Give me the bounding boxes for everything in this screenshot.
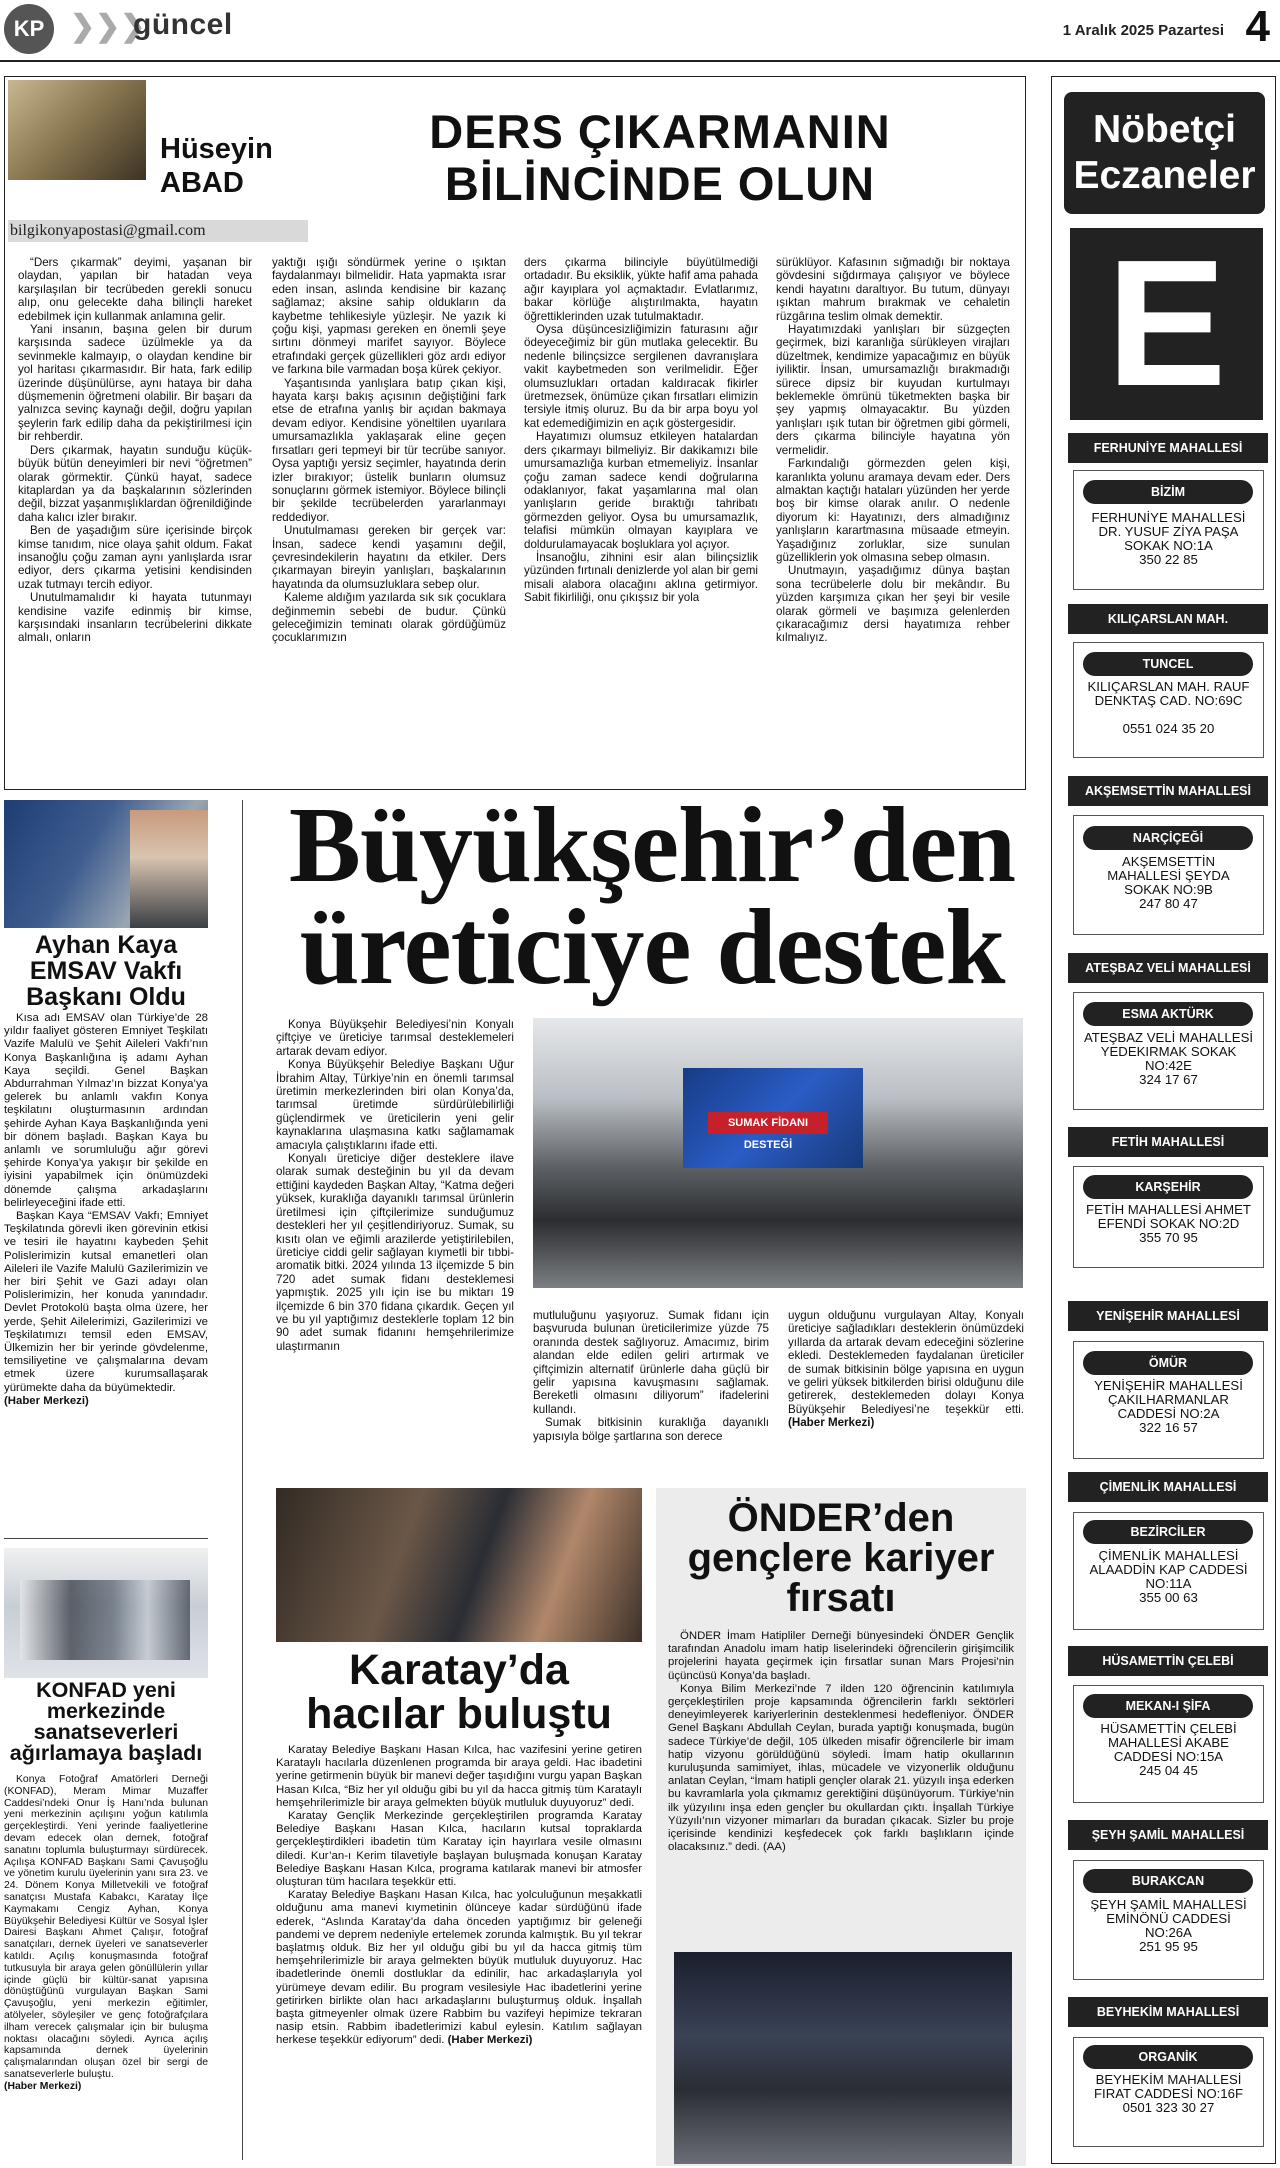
story-paragraph: ÖNDER İmam Hatipliler Derneği bünyesindeki ÖNDER Gençlik tarafından Anadolu imam hatip liselerindeki öğrencilerin girişimcilik projelerini hayata geçirmek için fırsatlar sunan Mars Projesi’nin üçüncüsü Konya’da başladı. — [668, 1630, 1014, 1682]
pharmacy-area: KILIÇARSLAN MAH. — [1068, 604, 1268, 634]
pharmacy-name: NARÇİÇEĞİ — [1083, 826, 1253, 850]
column-paragraph: yaktığı ışığı söndürmek yerine o ışıktan faydalanmayı bilmelidir. Hata yapmakta ısrar eden insan, aslında kendisine bir kazanç sağlamaz; aksine sahip oldukların da kaybetme tehlikesiyle yüzleşir. Ne yazık ki çoğu kişi, yapması gereken en önemli şeye sırtını dönmeyi marifet sayıyor. Böylece etrafındaki gerçek güzellikleri göz ardı ediyor ve farkına bile varmadan boşa kürek çekiyor. — [272, 256, 506, 377]
column-paragraph: Hayatımızı olumsuz etkileyen hatalardan ders çıkarmayı bilmeliyiz. Bir dakikamızı bile umursamazlığa kurban etmemeliyiz. İnsanlar çoğu zaman sadece kendi doğrularına odaklanıyor, fakat yaşamlarına mal olan yanlışların geride bıraktığı tahribatı görmezden geliyor. Oysa bu umursamazlık, telafisi mümkün olmayan kayıplara ve doldurulamayacak boşluklara yol açıyor. — [524, 430, 758, 551]
page-number: 4 — [1245, 2, 1270, 51]
sumak-banner-label: SUMAK FİDANI DESTEĞİ — [708, 1112, 828, 1134]
pharmacy-phone: 251 95 95 — [1139, 1939, 1198, 1954]
pharmacy-address-line: ATEŞBAZ VELİ MAHALLESİ — [1083, 1030, 1254, 1045]
story-paragraph: Konya Bilim Merkezi’nde 7 ilden 120 öğrencinin katılımıyla gerçekleştirilen proje kapsamında öğrencilerin farklı sektörleri deneyimleyerek kariyerlerinin desteklenmesi hedefleniyor. ÖNDER Genel Başkanı Abdullah Ceylan, burada yaptığı konuşmada, bugün sadece Türkiye’de değil, 105 ülkeden misafir öğrencilerle bir imam hatip vizyonu görüldüğünü söyledi. İmam hatip okullarının kuruluşunda samimiyet, ihlas, mücadele ve vizyonerlik olduğunu anlatan Ceylan, “İmam hatipli gençler olarak 21. yüzyılı inşa ederken bu kavramlarla yola çıkmamız gerektiğini düşünüyorum. Türkiye’nin ilk yüzyılını inşa eden gençler bu okullardan çıktı. İnşallah Türkiye Yüzyılı’nın vizyoner mimarları da buradan çıkacak. Sizler bu proje içerisinde kendinizi keşfedecek çok farklı başlıkların içinde olacaksınız.” dedi. (AA) — [668, 1682, 1014, 1854]
ayhan-kaya-headline: Ayhan Kaya EMSAV Vakfı Başkanı Oldu — [26, 931, 186, 1011]
pharmacy-phone: 355 00 63 — [1139, 1590, 1198, 1605]
pharmacy-area: FERHUNİYE MAHALLESİ — [1068, 433, 1268, 463]
main-text-col2 — [533, 1309, 769, 1443]
pharmacy-address-line: ŞEYH ŞAMİL MAHALLESİ — [1090, 1897, 1247, 1912]
column-paragraph: Oysa düşüncesizliğimizin faturasını ağır ödeyeceğimiz bir gün mutlaka gelecektir. Bu nedenle bilinçsizce sergilenen davranışlara vakit kaybetmeden son verilmelidir. Eğer olumsuzlukları ortadan kaldıracak fikirler üretmezsek, önümüze çıkan fırsatları elimizin tersiyle itmiş oluruz. Bu da bir arpa boyu yol kat edemediğimizin en açık göstergesidir. — [524, 323, 758, 430]
column-paragraph: Unutmayın, yaşadığımız dünya baştan sona tecrübelerle dolu bir mekândır. Bu yüzden karşımıza çıkan her şeyi bir vesile olarak görmeli ve başımıza gelenlerden çıkaracağımız dersi hayatımıza rehber kılmalıyız. — [776, 564, 1010, 645]
pharmacy-address-line: CADDESİ NO:15A — [1113, 1749, 1224, 1764]
pharmacy-phone: 0551 024 35 20 — [1122, 721, 1215, 736]
pharmacy-address-line: SOKAK NO:1A — [1124, 538, 1213, 553]
column-paragraph: “Ders çıkarmak” deyimi, yaşanan bir olaydan, yapılan bir hatadan veya karşılaşılan bir tecrübeden gerekli sonucu alıp, onu gelecekte daha bilinçli hareket edebilmek için kullanmak anlamına gelir. — [18, 256, 252, 323]
story-paragraph: Konya Büyükşehir Belediyesi’nin Konyalı çiftçiye ve üreticiye tarımsal desteklemeleri artarak devam ediyor. — [276, 1018, 514, 1058]
column-paragraph: Ders çıkarmak, hayatın sunduğu küçük-büyük bütün deneyimleri bir nevi “öğretmen” olarak görmektir. Çünkü hayat, sadece kitaplardan ya da başkalarının sözlerinden değil, bizzat yaşanmışlıklardan öğrenildiğinde daha kalıcı izler bırakır. — [18, 443, 252, 524]
story-paragraph: Konya Büyükşehir Belediye Başkanı Uğur İbrahim Altay, Türkiye’nin en önemli tarımsal üretimin merkezlerinden biri olan Konya’da, tarımsal üretimde sürdürülebilirliği güçlendirmek ve üreticilerin yeni gelir kaynaklarına ulaşmasına katkı sağlamamak amacıyla çalıştıklarını ifade etti. — [276, 1058, 514, 1152]
pharmacy-title-line2: Eczaneler — [1073, 154, 1256, 197]
pharmacy-title-line1: Nöbetçi — [1092, 108, 1236, 151]
pharmacy-address-line: MAHALLESİ AKABE — [1108, 1735, 1229, 1750]
pharmacy-address-line: ALAADDİN KAP CADDESİ — [1089, 1562, 1248, 1577]
konfad-headline: KONFAD yeni merkezinde sanatseverleri ağırlamaya başladı — [9, 1678, 203, 1765]
pharmacy-address — [1076, 511, 1261, 567]
main-headline-line2: üreticiye destek — [299, 888, 1005, 1007]
pharmacy-address-line: MAHALLESİ ŞEYDA — [1107, 868, 1230, 883]
column-paragraph: Yaşantısında yanlışlara batıp çıkan kişi, hayata karşı bakış açısının değiştiğini fark etse de etrafına yanlış bir açıdan bakmaya devam ediyor. Kendisine yöneltilen uyarılara umursamazlıkla yaklaşarak eline geçen fırsatları geri tepmeyi bir tür tecrübe sanıyor. Oysa yaptığı yersiz seçimler, hayatında derin izler bırakıyor; üstelik bunların olumsuz sonuçlarını görmek istemiyor. Böylece bilinçli bir şekilde tecrübelerden yararlanmayı reddediyor. — [272, 376, 506, 524]
story-signature: (Haber Merkezi) — [4, 1394, 89, 1407]
section-name: güncel — [133, 8, 233, 41]
pharmacy-address-line: EFENDİ SOKAK NO:2D — [1097, 1216, 1240, 1231]
column-paragraph: sürüklüyor. Kafasının sığmadığı bir noktaya gövdesini sığdırmaya çalışıyor ve böylece kendi hayatını daraltıyor. Bu tutum, dünyayı ışıktan mahrum bırakmak ve cehaletin rüzgârına teslim olmak demektir. — [776, 256, 1010, 323]
pharmacy-address — [1076, 855, 1261, 911]
column-text-col2 — [272, 256, 506, 645]
pharmacy-address-line: FIRAT CADDESİ NO:16F — [1094, 2086, 1243, 2101]
pharmacy-address-line: HÜSAMETTİN ÇELEBİ — [1100, 1721, 1237, 1736]
story-signature: (Haber Merkezi) — [447, 2034, 533, 2047]
kp-logo: KP — [4, 4, 54, 54]
pharmacy-address — [1076, 1031, 1261, 1087]
pharmacy-address — [1076, 1379, 1261, 1435]
story-paragraph: Başkan Kaya “EMSAV Vakfı; Emniyet Teşkilatında görevli iken görevinin etkisi ve tesiri ile hayatını kaybeden Şehit Polislerimizin kutsal emanetleri olan Aileleri ile Vazife Malulü Gazilerimizin ve her biri Şehit ve Gazi adayı olan Polislerimizin, her konuda yanındadır. Devlet Protokolü başta olma üzere, her yerde, Şehit Ailelerimizi, Gazilerimizi ve Teşkilatımızı temsil eden EMSAV, Ülkemizin her bir yerinde gövdelenme, temsiliyetine ve çalışmalarına devam etmek üzere kurumsallaşarak yürümekte daha da büyümektedir. — [4, 1210, 208, 1394]
konfad-photo-people — [20, 1580, 190, 1660]
column-divider — [242, 800, 243, 2160]
pharmacy-name: KARŞEHİR — [1083, 1175, 1253, 1199]
pharmacy-phone: 245 04 45 — [1139, 1763, 1198, 1778]
column-paragraph: Hayatımızdaki yanlışları bir süzgeçten geçirmek, bizi karanlığa sürükleyen virajları düzeltmek, kendimize yapacağımız en büyük iyiliktir. İnsan, umursamazlığı bırakmadığı sürece dipsiz bir kuyudan kurtulmayı beklemekle ömrünü tüketmekten başka bir şey yapmış olmayacaktır. Bu yüzden yanlışları ışık tutan bir öğretmen gibi görmeli, ders çıkarma bilinciyle hayatına yön vermelidir. — [776, 323, 1010, 457]
pharmacy-address — [1076, 1722, 1261, 1778]
story-paragraph: Kısa adı EMSAV olan Türkiye’de 28 yıldır faaliyet gösteren Emniyet Teşkilatı Vazife Malulü ve Şehit Aileleri Vakfı’nın Konya Başkanlığına iş adamı Ayhan Kaya seçildi. Genel Başkan Abdurrahman Yılmaz’ın bizzat Konya’ya gelerek bu anlamlı vakfın Konya teşkilatını oluşturmasının ardından şehirde Ayhan Kaya Başkanlığında yeni bir dönem başladı. Başkan Kaya bu anlamlı ve sorumluluğu ağır görevi şehirde Konya’ya yakışır bir şekilde en iyisini yapabilmek için önümüzdeki dönemde çalışma arkadaşlarını belirleyeceğini ifade etti. — [4, 1012, 208, 1209]
story-paragraph-text: uygun olduğunu vurgulayan Altay, Konyalı üreticiye sağladıkları desteklerin önümüzdeki yıllarda da artarak devam edeceğini sözlerine ekledi. Desteklemeden faydalanan üreticiler de sumak bitkisinin bölge yapısına en uygun ve geliri yüksek bitkilerden birisi olduğunu dile getirerek, desteklemeden dolayı Konya Büyükşehir Belediyesi’ne teşekkür etti. — [788, 1309, 1024, 1416]
pharmacy-address-line: AKŞEMSETTİN — [1121, 854, 1216, 869]
pharmacy-address — [1076, 1898, 1261, 1954]
column-title — [380, 106, 940, 210]
pharmacy-address — [1076, 2073, 1261, 2115]
divider — [4, 1538, 208, 1539]
karatay-headline: Karatay’da hacılar buluştu — [306, 1646, 612, 1738]
ayhan-kaya-text — [4, 1012, 208, 1408]
pharmacy-address — [1076, 1549, 1261, 1605]
story-paragraph-text: Karatay Belediye Başkanı Hasan Kılca, hac yolculuğunun meşakkatli olduğunu ama manevi kıymetinin ölünceye kadar sürdüğünü ifade ederek, “Aslında Karatay’da daha önceden yaptığımız bir geleneği pandemi ve deprem nedeniyle ertelemek zorunda kalmıştık. Bu yıl tekrar başlatmış olduk. Biz her yıl olduğu gibi bu yıl da hacca gitmiş tüm hemşehrilerimizle bir araya gelmekten büyük mutluluk duyuyoruz. Hac ibadetlerinde önemli dostluklar da edinilir, hac arkadaşlarıyla yol yürümeye devam edilir. Bu program vesilesiyle Hac ibadetlerini yerine getirirken birlikte olan hacı arkadaşlarını buluşturmuş olduk. İnşallah başta gitmeyenler olmak üzere Rabbim bu vazifeyi hepimize tekraran nasip etsin. Rabbim ibadetlerimizi kabul eylesin. Katılım sağlayan herkese teşekkür ediyorum” dedi. — [276, 1889, 642, 2047]
author-first-name: Hüseyin — [160, 133, 273, 165]
story-signature: (Haber Merkezi) — [4, 2080, 82, 2092]
pharmacy-address-line: ÇAKILHARMANLAR — [1108, 1392, 1229, 1407]
pharmacy-name: ÖMÜR — [1083, 1351, 1253, 1375]
pharmacy-phone: 247 80 47 — [1139, 896, 1198, 911]
pharmacy-address-line: BEYHEKİM MAHALLESİ — [1095, 2072, 1242, 2087]
pharmacy-name: ESMA AKTÜRK — [1083, 1002, 1253, 1026]
story-paragraph: Sumak bitkisinin kuraklığa dayanıklı yapısıyla bölge şartlarına son derece — [533, 1416, 769, 1443]
pharmacy-address-line: DR. YUSUF ZİYA PAŞA — [1098, 524, 1239, 539]
story-paragraph — [276, 1889, 642, 2047]
story-paragraph: Konya Fotoğraf Amatörleri Derneği (KONFAD), Meram Mimar Muzaffer Caddesi’ndeki Onur İş Hanı’nda bulunan yeni merkezinin açılışını yoğun katılımla gerçekleştirdi. Yeni yerinde faaliyetlerine devam edecek olan dernek, fotoğraf sanatını toplumla buluşturmayı sürdürecek. Açılışa KONFAD Başkanı Sami Çavuşoğlu ve yönetim kurulu üyelerinin yanı sıra 23. ve 24. Dönem Konya Milletvekili ve fotoğraf sanatçısı Mustafa Kabakcı, Karatay İlçe Kaymakamı Cengiz Ayhan, Konya Büyükşehir Belediyesi Kültür ve Sosyal İşler Dairesi Başkanı Ahmet Çalışır, fotoğraf sanatçıları, dernek üyeleri ve sanatseverler katıldı. Açılış konuşmasında fotoğraf tutkusuyla bir araya gelen gönüllülerin yıllar içinde güçlü bir kültür-sanat yapısına dönüştüğünü vurgulayan Başkan Sami Çavuşoğlu, yeni merkezin eğitimler, atölyeler, söyleşiler ve genç fotoğrafçılara ilham verecek çalışmalar için bir buluşma noktası olacağını söyledi. Ayrıca açılış kapsamında dernek üyelerinin çalışmalarından oluşan özel bir sergi de sanatseverlerle buluştu. — [4, 1774, 208, 2080]
pharmacy-address-line: YEDEKIRMAK SOKAK — [1100, 1044, 1237, 1059]
onder-text — [668, 1630, 1014, 1854]
pharmacy-address — [1076, 680, 1261, 736]
pharmacy-area: ATEŞBAZ VELİ MAHALLESİ — [1068, 953, 1268, 983]
konfad-text — [4, 1774, 208, 2093]
pharmacy-address-line: NO:26A — [1145, 1925, 1192, 1940]
column-paragraph: İnsanoğlu, zihnini esir alan bilinçsizlik yüzünden fırtınalı denizlerde yol alan bir gemi misali alabora olacağını aklına getirmiyor. Sabit fikirliliği, onu çıkışsız bir yola — [524, 550, 758, 605]
pharmacy-address-line: ÇİMENLİK MAHALLESİ — [1098, 1548, 1239, 1563]
story-paragraph: mutluluğunu yaşıyoruz. Sumak fidanı için başvuruda bulunan üreticilerimize yüzde 75 oranında destek sağlıyoruz. Amacımız, birim alandan elde edilen geliri artırmak ve çiftçimizin alternatif ürünlerle daha güçlü bir gelir yapısına kavuşmasını sağlamak. Bereketli olmasını diliyorum” ifadelerini kullandı. — [533, 1309, 769, 1416]
pharmacy-phone: 355 70 95 — [1139, 1230, 1198, 1245]
pharmacy-phone: 322 16 57 — [1139, 1420, 1198, 1435]
column-paragraph: ders çıkarma bilinciyle büyütülmediği ortadadır. Bu eksiklik, yükte hafif ama pahada ağır kayıplara yol açmaktadır. Evlatlarımız, bakar körlüğe alıştırılmakta, hayatın öğrettiklerinden uzak tutulmaktadır. — [524, 256, 758, 323]
column-paragraph: Ben de yaşadığım süre içerisinde birçok kimse tanıdım, nice olaya şahit oldum. Fakat insanoğlu çoğu zaman aynı yanlışlarda ısrar ediyor, ders çıkarma yetisini kendisinden uzak tutmayı tercih ediyor. — [18, 524, 252, 591]
author-email[interactable]: bilgikonyapostasi@gmail.com — [8, 220, 308, 242]
pharmacy-name: MEKAN-I ŞİFA — [1083, 1694, 1253, 1718]
column-text-col4 — [776, 256, 1010, 645]
column-title-line2: BİLİNCİNDE OLUN — [444, 157, 876, 210]
pharmacy-address-line: KILIÇARSLAN MAH. RAUF — [1087, 679, 1250, 694]
pharmacy-area: ÇİMENLİK MAHALLESİ — [1068, 1472, 1268, 1502]
onder-headline: ÖNDER’den gençlere kariyer fırsatı — [687, 1496, 995, 1620]
column-title-line1: DERS ÇIKARMANIN — [429, 105, 891, 158]
main-text-col3 — [788, 1309, 1024, 1430]
main-headline — [262, 786, 1042, 1007]
story-signature: (Haber Merkezi) — [788, 1416, 875, 1430]
onder-photo — [674, 1952, 1012, 2164]
pharmacy-name: BİZİM — [1083, 480, 1253, 504]
pharmacy-address-line: EMİNÖNÜ CADDESİ — [1106, 1911, 1231, 1926]
pharmacy-address-line: FERHUNİYE MAHALLESİ — [1091, 510, 1246, 525]
pharmacy-name: BURAKCAN — [1083, 1869, 1253, 1893]
column-paragraph: Unutulmamalıdır ki hayata tutunmayı kendisine vazife edinmiş bir kimse, karşısındaki insanların tecrübelerini dikkate almalı, onların — [18, 591, 252, 645]
story-paragraph: Konyalı üreticiye diğer desteklere ilave olarak sumak desteğinin bu yıl da devam ettiğini kaydeden Başkan Altay, “Katma değeri yüksek, kuraklığa dayanıklı tarımsal ürünlerin üretilmesi için çiftçilerimize sunduğumuz destekleri her yıl çeşitlendiriyoruz. Sumak, su kısıtı olan ve eğimli arazilerde yetiştirilebilen, üreticiye ciddi gelir sağlayan kıymetli bir tıbbi-aromatik bitki. 2024 yılında 13 ilçemizde 5 bin 720 adet sumak fidanı desteklemesi yapmıştık. 2025 yılı için ise bu miktarı 19 ilçemizde 6 bin 370 fidana çıkardık. Geçen yıl ve bu yıl yaptığımız desteklerle toplam 12 bin 90 adet sumak fidanını hemşehrilerimize ulaştırmanın — [276, 1152, 514, 1353]
pharmacy-address — [1076, 1203, 1261, 1245]
pharmacy-area: FETİH MAHALLESİ — [1068, 1127, 1268, 1157]
pharmacy-title — [1064, 92, 1265, 214]
ayhan-kaya-photo-person — [130, 810, 208, 928]
pharmacy-address-line: CADDESİ NO:2A — [1117, 1406, 1220, 1421]
pharmacy-address-line: NO:11A — [1145, 1576, 1192, 1591]
author-photo — [8, 80, 146, 180]
header-rule — [0, 60, 1280, 62]
column-paragraph: Unutulmaması gereken bir gerçek var: İnsan, sadece kendi yaşamını değil, çevresindekilerin hayatını da etkiler. Ders çıkarmayan bireyin yanlışları, başkalarının hayatında da olumsuzluklara sebep olur. — [272, 524, 506, 591]
chevron-right-icon: ❯❯❯ — [70, 10, 146, 43]
column-paragraph: Farkındalığı görmezden gelen kişi, karanlıkta yolunu aramaya devam eder. Ders almaktan kaçtığı hataları yüzünden her yerde boş bir kimse olarak anılır. O nedenle diyorum ki: Hayatınızı, ders almadığınız yanlışların karartmasına müsaade etmeyin. Yaşadığınız zorluklar, size sunulan güzelliklerin yok olmasına sebep olmasın. — [776, 457, 1010, 564]
main-text-col1 — [276, 1018, 514, 1353]
story-paragraph — [788, 1309, 1024, 1430]
karatay-text — [276, 1744, 642, 2048]
pharmacy-name: ORGANİK — [1083, 2045, 1253, 2069]
pharmacy-area: YENİŞEHİR MAHALLESİ — [1068, 1301, 1268, 1331]
main-headline-line1: Büyükşehir’den — [288, 786, 1016, 905]
pharmacy-area: AKŞEMSETTİN MAHALLESİ — [1068, 776, 1268, 806]
pharmacy-address-line: NO:42E — [1145, 1058, 1192, 1073]
pharmacy-phone: 350 22 85 — [1139, 552, 1198, 567]
pharmacy-name: TUNCEL — [1083, 652, 1253, 676]
pharmacy-address-line: FETİH MAHALLESİ AHMET — [1086, 1202, 1251, 1217]
pharmacy-area: BEYHEKİM MAHALLESİ — [1068, 1997, 1268, 2027]
pharmacy-address-line: YENİŞEHİR MAHALLESİ — [1094, 1378, 1243, 1393]
pharmacy-name: BEZİRCİLER — [1083, 1520, 1253, 1544]
column-text-col1 — [18, 256, 252, 645]
pharmacy-address-spacer — [1076, 708, 1261, 722]
pharmacy-e-icon: E — [1070, 228, 1263, 420]
column-paragraph: Yani insanın, başına gelen bir durum karşısında sadece üzülmekle ya da sevinmekle kalmayıp, o olaydan kendine bir yol haritası çıkarmasıdır. Bir hata, fark edilip üzerinde düşünülürse, aynı hataya bir daha düşmemenin öğretmeni olabilir. Bir başarı da yalnızca sevinç kaynağı değil, doğru yapılan şeylerin fark edilip daha da pekiştirilmesi için bir rehberdir. — [18, 323, 252, 444]
pharmacy-phone: 324 17 67 — [1139, 1072, 1198, 1087]
author-last-name: ABAD — [160, 167, 244, 199]
pharmacy-area: HÜSAMETTİN ÇELEBİ — [1068, 1646, 1268, 1676]
author-name — [160, 132, 273, 200]
story-paragraph: Karatay Gençlik Merkezinde gerçekleştirilen programda Karatay Belediye Başkanı Hasan Kılca, hacıların kutsal topraklarda gerçekleştirdikleri ibadetin tüm Karatay için hayırlara vesile olmasını diledi. Kur’an-ı Kerim tilavetiyle başlayan buluşmada konuşan Karatay Belediye Başkanı Hasan Kılca, programa katılarak manevi bir atmosfer oluşturan tüm hacılara teşekkür etti. — [276, 1810, 642, 1889]
karatay-photo — [276, 1488, 642, 1642]
column-paragraph: Kaleme aldığım yazılarda sık sık çocuklara değinmemin sebebi de budur. Çünkü geleceğimizin teminatı olarak gördüğümüz çocuklarımızın — [272, 591, 506, 645]
pharmacy-address-line: SOKAK NO:9B — [1124, 882, 1213, 897]
issue-date: 1 Aralık 2025 Pazartesi — [1062, 22, 1224, 39]
pharmacy-address-line: DENKTAŞ CAD. NO:69C — [1094, 693, 1243, 708]
column-text-col3 — [524, 256, 758, 605]
story-paragraph: Karatay Belediye Başkanı Hasan Kılca, hac vazifesini yerine getiren Karataylı hacılarla düzenlenen programda bir araya geldi. Hac ibadetini yerine getirmenin büyük bir manevi değer taşıdığını vurgu yapan Başkan Hasan Kılca, “Biz her yıl olduğu gibi bu yıl da hacca gitmiş tüm Karataylı hemşehrilerimizle bir araya gelmekten büyük mutluluk duyuyoruz” dedi. — [276, 1744, 642, 1809]
pharmacy-phone: 0501 323 30 27 — [1122, 2100, 1215, 2115]
pharmacy-area: ŞEYH ŞAMİL MAHALLESİ — [1068, 1820, 1268, 1850]
